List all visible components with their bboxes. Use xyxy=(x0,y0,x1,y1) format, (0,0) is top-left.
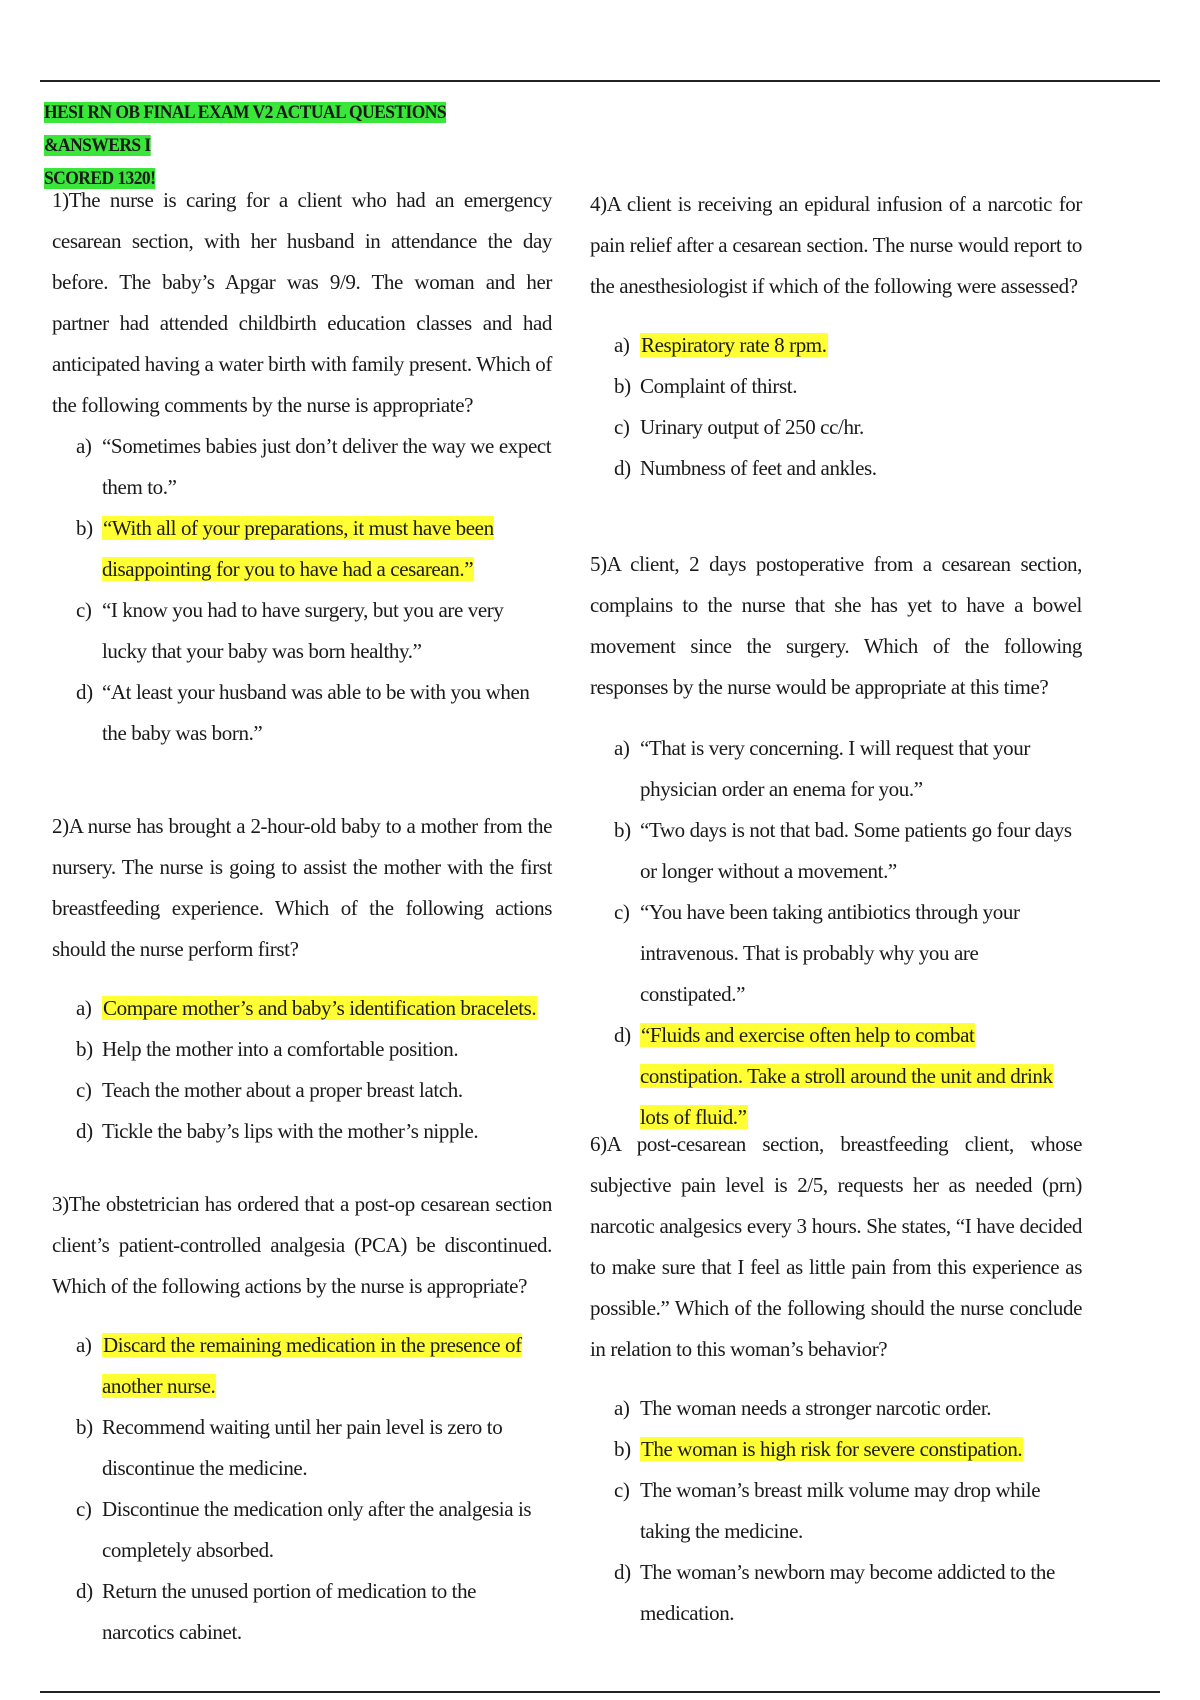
option-letter: b) xyxy=(76,1415,93,1439)
correct-answer-highlight: The woman is high risk for severe constipation. xyxy=(641,1437,1023,1461)
question-text: The obstetrician has ordered that a post-op cesarean section client’s patient-controlled analgesia (PCA) be discontinued. Which of the following actions by the nurse is appropriate? xyxy=(52,1192,552,1298)
title-line-1: HESI RN OB FINAL EXAM V2 ACTUAL QUESTIONS &ANSWERS I xyxy=(44,102,447,156)
correct-answer-highlight: Compare mother’s and baby’s identification bracelets. xyxy=(103,996,537,1020)
option-d xyxy=(52,1571,552,1653)
option-text: Recommend waiting until her pain level is zero to discontinue the medicine. xyxy=(102,1415,503,1480)
question-number: 6) xyxy=(590,1132,607,1156)
option-d xyxy=(52,672,552,754)
answer-options xyxy=(590,728,1082,1138)
correct-answer-highlight: “With all of your preparations, it must have been disappointing for you to have had a cesarean.” xyxy=(102,516,494,581)
question-text: A nurse has brought a 2-hour-old baby to a mother from the nursery. The nurse is going to assist the mother with the first breastfeeding experience. Which of the following actions should the nurse perform first? xyxy=(52,814,552,961)
option-letter: c) xyxy=(76,1078,92,1102)
option-letter: c) xyxy=(76,598,92,622)
title-line-2: SCORED 1320! xyxy=(44,168,156,189)
option-text: “That is very concerning. I will request that your physician order an enema for you.” xyxy=(640,736,1030,801)
question-number: 4) xyxy=(590,192,607,216)
question-stem xyxy=(590,1124,1082,1370)
option-letter: a) xyxy=(614,1396,630,1420)
option-text: The woman needs a stronger narcotic order. xyxy=(640,1396,992,1420)
option-letter: a) xyxy=(76,434,92,458)
option-letter: b) xyxy=(76,1037,93,1061)
question-3 xyxy=(52,1184,552,1653)
question-stem xyxy=(52,1184,552,1307)
option-d xyxy=(52,1111,552,1152)
option-letter: a) xyxy=(614,333,630,357)
option-letter: d) xyxy=(76,1579,93,1603)
option-b xyxy=(52,1407,552,1489)
top-rule xyxy=(40,80,1160,82)
option-letter: d) xyxy=(76,1119,93,1143)
option-letter: c) xyxy=(614,900,630,924)
option-text: Discontinue the medication only after the analgesia is completely absorbed. xyxy=(102,1497,532,1562)
option-b xyxy=(590,366,1082,407)
option-c xyxy=(590,407,1082,448)
correct-answer-highlight: “Fluids and exercise often help to combat constipation. Take a stroll around the unit and drink lots of fluid.” xyxy=(640,1023,1053,1129)
option-text: “At least your husband was able to be with you when the baby was born.” xyxy=(102,680,530,745)
question-6 xyxy=(590,1124,1082,1634)
option-letter: d) xyxy=(614,1023,631,1047)
option-letter: c) xyxy=(614,1478,630,1502)
option-text: The woman’s newborn may become addicted to the medication. xyxy=(640,1560,1055,1625)
option-text: Urinary output of 250 cc/hr. xyxy=(640,415,864,439)
option-a xyxy=(590,325,1082,366)
question-text: A client is receiving an epidural infusion of a narcotic for pain relief after a cesarean section. The nurse would report to the anesthesiologist if which of the following were assessed? xyxy=(590,192,1082,298)
option-c xyxy=(52,590,552,672)
option-letter: b) xyxy=(614,374,631,398)
question-text: A client, 2 days postoperative from a cesarean section, complains to the nurse that she has yet to have a bowel movement since the surgery. Which of the following responses by the nurse would be appropriate at this time? xyxy=(590,552,1082,699)
option-a xyxy=(52,1325,552,1407)
correct-answer-highlight: Respiratory rate 8 rpm. xyxy=(641,333,827,357)
question-text: A post-cesarean section, breastfeeding client, whose subjective pain level is 2/5, requests her as needed (prn) narcotic analgesics every 3 hours. She states, “I have decided to make sure that I feel as little pain from this experience as possible.” Which of the following should the nurse conclude in relation to this woman’s behavior? xyxy=(590,1132,1082,1361)
question-text: The nurse is caring for a client who had an emergency cesarean section, with her husband in attendance the day before. The baby’s Apgar was 9/9. The woman and her partner had attended childbirth education classes and had anticipated having a water birth with family present. Which of the following comments by the nurse is appropriate? xyxy=(52,188,552,417)
question-stem xyxy=(590,184,1082,307)
option-letter: d) xyxy=(76,680,93,704)
option-text: Teach the mother about a proper breast latch. xyxy=(102,1078,463,1102)
question-4 xyxy=(590,184,1082,489)
option-letter: d) xyxy=(614,1560,631,1584)
question-5 xyxy=(590,544,1082,1138)
question-number: 2) xyxy=(52,814,69,838)
option-letter: a) xyxy=(76,996,92,1020)
option-b xyxy=(52,508,552,590)
question-2 xyxy=(52,806,552,1152)
answer-options xyxy=(52,988,552,1152)
question-stem xyxy=(52,180,552,426)
option-text: Numbness of feet and ankles. xyxy=(640,456,877,480)
correct-answer-highlight: Discard the remaining medication in the presence of another nurse. xyxy=(102,1333,522,1398)
question-1 xyxy=(52,180,552,754)
option-letter: c) xyxy=(76,1497,92,1521)
option-text: “Sometimes babies just don’t deliver the way we expect them to.” xyxy=(102,434,552,499)
option-b xyxy=(590,810,1082,892)
option-d xyxy=(590,1015,1082,1138)
option-a xyxy=(590,728,1082,810)
option-c xyxy=(52,1070,552,1111)
option-text: Complaint of thirst. xyxy=(640,374,798,398)
question-number: 5) xyxy=(590,552,607,576)
option-d xyxy=(590,1552,1082,1634)
option-text: The woman’s breast milk volume may drop while taking the medicine. xyxy=(640,1478,1041,1543)
option-letter: b) xyxy=(614,818,631,842)
option-c xyxy=(52,1489,552,1571)
option-letter: c) xyxy=(614,415,630,439)
bottom-rule xyxy=(40,1691,1160,1693)
option-text: Return the unused portion of medication to the narcotics cabinet. xyxy=(102,1579,477,1644)
answer-options xyxy=(52,1325,552,1653)
option-letter: b) xyxy=(614,1437,631,1461)
option-text: “I know you had to have surgery, but you are very lucky that your baby was born healthy.” xyxy=(102,598,504,663)
option-text: “You have been taking antibiotics through your intravenous. That is probably why you are constipated.” xyxy=(640,900,1020,1006)
question-stem xyxy=(590,544,1082,708)
option-b xyxy=(52,1029,552,1070)
option-a xyxy=(590,1388,1082,1429)
option-letter: d) xyxy=(614,456,631,480)
option-letter: a) xyxy=(76,1333,92,1357)
option-letter: b) xyxy=(76,516,93,540)
option-a xyxy=(52,426,552,508)
question-number: 1) xyxy=(52,188,69,212)
option-text: Help the mother into a comfortable position. xyxy=(102,1037,459,1061)
option-c xyxy=(590,1470,1082,1552)
option-a xyxy=(52,988,552,1029)
answer-options xyxy=(590,325,1082,489)
option-text: “Two days is not that bad. Some patients go four days or longer without a movement.” xyxy=(640,818,1072,883)
option-b xyxy=(590,1429,1082,1470)
option-c xyxy=(590,892,1082,1015)
option-letter: a) xyxy=(614,736,630,760)
answer-options xyxy=(590,1388,1082,1634)
question-stem xyxy=(52,806,552,970)
question-number: 3) xyxy=(52,1192,69,1216)
option-text: Tickle the baby’s lips with the mother’s nipple. xyxy=(102,1119,479,1143)
option-d xyxy=(590,448,1082,489)
answer-options xyxy=(52,426,552,754)
